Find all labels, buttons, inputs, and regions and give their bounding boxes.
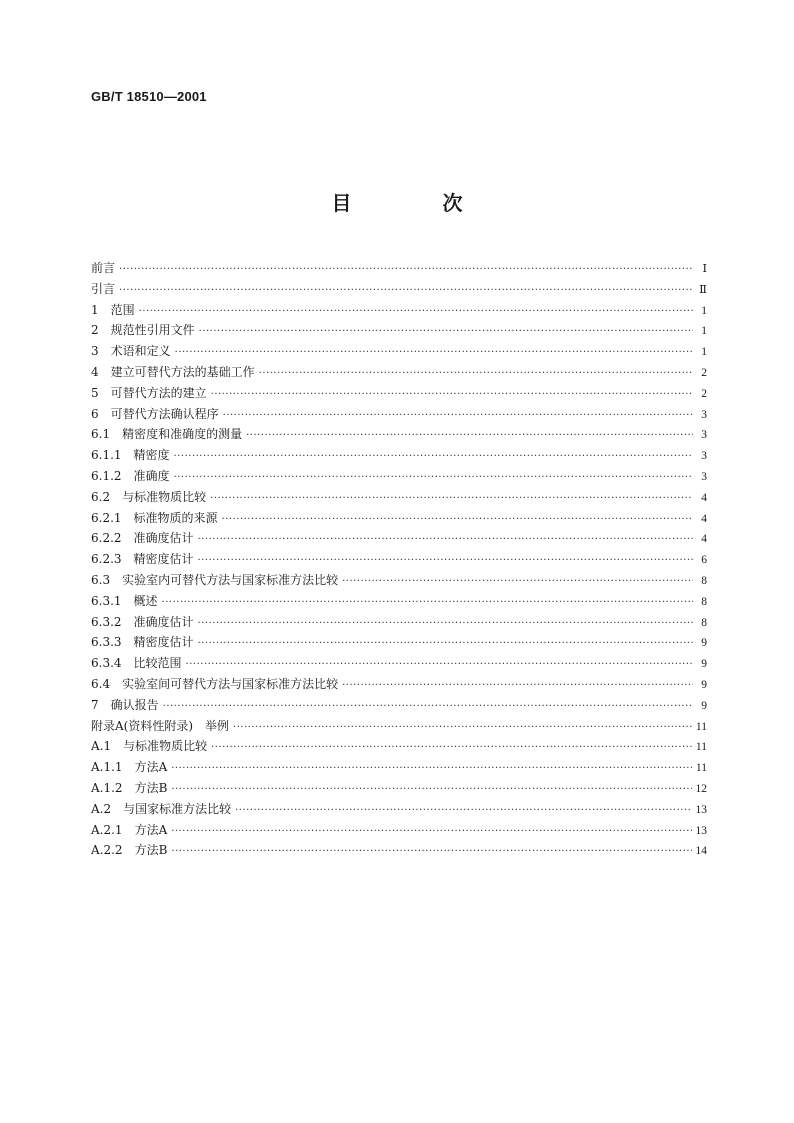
toc-entry-label: 引言 xyxy=(91,281,116,296)
toc-entry-page-number: 3 xyxy=(701,408,707,421)
toc-leader-dots xyxy=(163,697,693,718)
toc-entry-page-number: 11 xyxy=(695,720,707,733)
toc-leader-dots xyxy=(198,634,693,655)
toc-entry-label: 6.4 实验室间可替代方法与国家标准方法比较 xyxy=(91,676,339,691)
toc-entry[interactable] xyxy=(91,778,707,799)
toc-leader-dots xyxy=(246,426,693,447)
toc-entry-label: 4 建立可替代方法的基础工作 xyxy=(91,364,255,379)
toc-entry-page-number: 1 xyxy=(701,304,707,317)
toc-entry-label: 6.3 实验室内可替代方法与国家标准方法比较 xyxy=(91,572,339,587)
toc-entry-page-number: 3 xyxy=(701,470,707,483)
toc-entry-page-number: 9 xyxy=(701,637,707,650)
toc-leader-dots xyxy=(171,759,692,780)
toc-entry-page-number: 1 xyxy=(701,325,707,338)
table-of-contents xyxy=(91,258,707,861)
toc-entry[interactable] xyxy=(91,799,707,820)
toc-entry[interactable] xyxy=(91,736,707,757)
toc-entry[interactable] xyxy=(91,279,707,300)
toc-entry-label: 6.2 与标准物质比较 xyxy=(91,489,207,504)
toc-entry-page-number: 14 xyxy=(695,845,707,858)
toc-entry-page-number: 9 xyxy=(701,678,707,691)
toc-entry[interactable] xyxy=(91,632,707,653)
toc-leader-dots xyxy=(119,281,693,302)
toc-entry-label: 6.3.1 概述 xyxy=(91,593,158,608)
toc-entry-label: 6.3.3 精密度估计 xyxy=(91,635,194,650)
toc-entry-page-number: 4 xyxy=(701,491,707,504)
toc-leader-dots xyxy=(174,468,693,489)
toc-entry[interactable] xyxy=(91,612,707,633)
toc-entry-page-number: 8 xyxy=(701,595,707,608)
toc-entry-label: 6.2.1 标准物质的来源 xyxy=(91,510,218,525)
toc-leader-dots xyxy=(211,385,693,406)
toc-leader-dots xyxy=(162,593,693,614)
toc-entry-label: A.2.1 方法A xyxy=(91,822,168,837)
toc-entry-label: 6 可替代方法确认程序 xyxy=(91,406,219,421)
toc-entry[interactable] xyxy=(91,716,707,737)
toc-entry[interactable] xyxy=(91,820,707,841)
toc-entry[interactable] xyxy=(91,466,707,487)
toc-leader-dots xyxy=(210,489,693,510)
toc-leader-dots xyxy=(198,551,693,572)
toc-leader-dots xyxy=(259,364,693,385)
toc-entry-label: 6.1 精密度和准确度的测量 xyxy=(91,427,243,442)
toc-entry-label: 6.3.4 比较范围 xyxy=(91,656,182,671)
page-title: 目 次 xyxy=(331,191,505,215)
toc-leader-dots xyxy=(171,822,691,843)
toc-entry[interactable] xyxy=(91,487,707,508)
toc-entry-page-number: 4 xyxy=(701,512,707,525)
toc-entry-page-number: 1 xyxy=(701,346,707,359)
toc-entry-label: 1 范围 xyxy=(91,302,135,317)
toc-entry-label: 5 可替代方法的建立 xyxy=(91,385,207,400)
toc-entry[interactable] xyxy=(91,840,707,861)
toc-entry[interactable] xyxy=(91,508,707,529)
toc-leader-dots xyxy=(139,302,693,323)
toc-entry[interactable] xyxy=(91,341,707,362)
toc-leader-dots xyxy=(119,260,693,281)
document-code: GB/T 18510—2001 xyxy=(91,89,207,104)
toc-entry-page-number: Ⅱ xyxy=(699,283,707,296)
toc-entry-page-number: 13 xyxy=(695,803,707,816)
toc-entry[interactable] xyxy=(91,757,707,778)
toc-entry-page-number: 6 xyxy=(701,554,707,567)
toc-entry[interactable] xyxy=(91,549,707,570)
toc-entry[interactable] xyxy=(91,362,707,383)
toc-leader-dots xyxy=(199,322,693,343)
toc-leader-dots xyxy=(235,801,691,822)
toc-entry-label: 附录A(资料性附录) 举例 xyxy=(91,718,230,733)
toc-entry-page-number: 8 xyxy=(701,616,707,629)
toc-leader-dots xyxy=(222,510,693,531)
toc-entry-page-number: 2 xyxy=(701,366,707,379)
toc-entry[interactable] xyxy=(91,383,707,404)
toc-entry-label: A.1.1 方法A xyxy=(91,760,168,775)
toc-entry-page-number: 13 xyxy=(695,824,707,837)
toc-entry-label: A.2.2 方法B xyxy=(91,843,168,858)
toc-entry-label: 6.2.3 精密度估计 xyxy=(91,552,194,567)
toc-leader-dots xyxy=(211,738,692,759)
toc-entry[interactable] xyxy=(91,424,707,445)
toc-entry-label: A.1 与标准物质比较 xyxy=(91,739,208,754)
toc-entry-page-number: 9 xyxy=(701,699,707,712)
toc-leader-dots xyxy=(171,780,691,801)
toc-leader-dots xyxy=(198,614,693,635)
toc-entry-page-number: 11 xyxy=(695,762,707,775)
toc-entry-page-number: 3 xyxy=(701,450,707,463)
toc-entry-page-number: 8 xyxy=(701,574,707,587)
toc-entry-label: 前言 xyxy=(91,261,116,275)
toc-entry-label: 6.1.2 准确度 xyxy=(91,468,170,483)
toc-leader-dots xyxy=(171,842,691,863)
toc-entry-page-number: 11 xyxy=(695,741,707,754)
toc-entry-label: 6.3.2 准确度估计 xyxy=(91,614,194,629)
toc-entry-page-number: 4 xyxy=(701,533,707,546)
toc-entry[interactable] xyxy=(91,258,707,279)
toc-entry[interactable] xyxy=(91,695,707,716)
toc-entry[interactable] xyxy=(91,528,707,549)
toc-leader-dots xyxy=(342,572,693,593)
toc-entry[interactable] xyxy=(91,674,707,695)
toc-entry-page-number: 3 xyxy=(701,429,707,442)
toc-entry-label: 3 术语和定义 xyxy=(91,344,171,359)
toc-entry[interactable] xyxy=(91,445,707,466)
toc-entry[interactable] xyxy=(91,570,707,591)
toc-entry[interactable] xyxy=(91,591,707,612)
toc-leader-dots xyxy=(233,718,692,739)
toc-entry-label: A.2 与国家标准方法比较 xyxy=(91,801,232,816)
toc-leader-dots xyxy=(342,676,693,697)
toc-entry[interactable] xyxy=(91,320,707,341)
toc-entry-page-number: Ⅰ xyxy=(702,263,707,275)
toc-leader-dots xyxy=(223,406,693,427)
toc-entry[interactable] xyxy=(91,653,707,674)
toc-entry-label: 6.1.1 精密度 xyxy=(91,448,170,463)
toc-entry-label: 7 确认报告 xyxy=(91,697,159,712)
toc-leader-dots xyxy=(174,447,693,468)
toc-leader-dots xyxy=(198,530,693,551)
toc-entry[interactable] xyxy=(91,300,707,321)
toc-leader-dots xyxy=(186,655,693,676)
toc-entry-label: A.1.2 方法B xyxy=(91,780,168,795)
toc-leader-dots xyxy=(175,343,693,364)
toc-entry[interactable] xyxy=(91,404,707,425)
toc-entry-label: 2 规范性引用文件 xyxy=(91,323,195,338)
toc-entry-page-number: 12 xyxy=(695,782,707,795)
toc-entry-page-number: 2 xyxy=(701,387,707,400)
toc-entry-page-number: 9 xyxy=(701,658,707,671)
toc-entry-label: 6.2.2 准确度估计 xyxy=(91,531,194,546)
